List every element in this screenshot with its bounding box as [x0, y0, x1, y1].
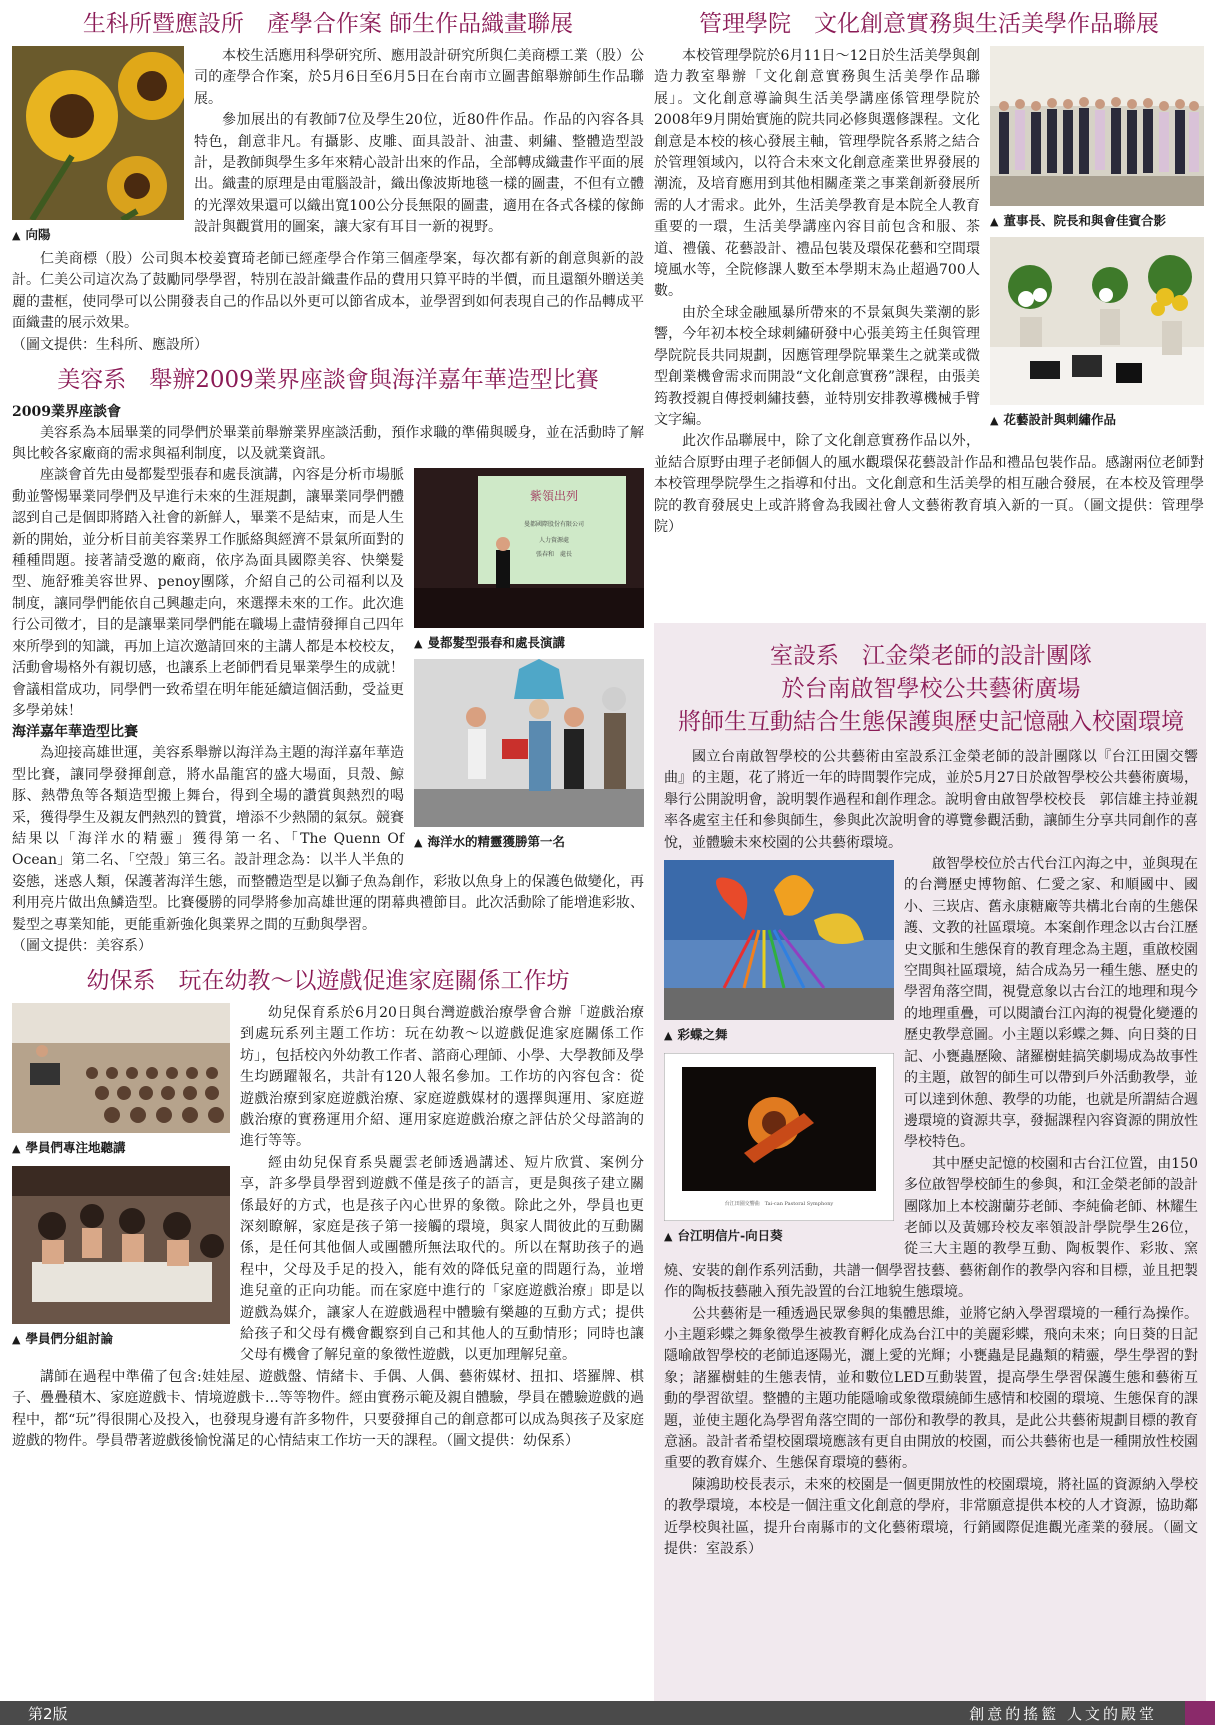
paragraph: 經由幼兒保育系吳麗雲老師透過講述、短片欣賞、案例分享，許多學員學習到遊戲不僅是孩子的語言，更是與孩子建立關係最好的方式，也是孩子內心世界的象徵。除此之外，學員也更深刻瞭解，家庭是孩子第一接觸的環境，與家人間彼此的互動關係，是任何其他個人或團體所無法取代的。所以在幫助孩子的過程中，父母及手足的投入，能有效的降低兒童的問題行為，並增進兒童的正向功能。而在家庭中進行的「家庭遊戲治療」即是以遊戲為媒介，讓家人在遊戲過程中體驗有樂趣的互動方式；提供給孩子和父母有機會觀察到自己和其他人的互動情形；同時也讓父母有機會了解兒童的象徵性遊戲，以更加理解兒童。: [240, 1154, 644, 1364]
subheading: 2009業界座談會: [12, 403, 121, 420]
caption-text: 曼都髮型張春和處長演講: [427, 635, 565, 651]
postcard-sunflower-image: [664, 1053, 894, 1221]
caption-text: 向陽: [25, 227, 51, 242]
left-column: [12, 0, 644, 1453]
article-title-line: 室設系 江金榮老師的設計團隊: [770, 643, 1092, 669]
caption-text: 學員們專注地聽講: [25, 1139, 126, 1155]
article-life-science: [12, 8, 644, 356]
paragraph: 座談會首先由曼都髮型張春和處長演講，內容是分析市場脈動並警惕畢業同學們及早進行未來的生涯規劃，讓畢業同學們體認到自己是個即將踏入社會的新鮮人，畢業不是結束，而是人生新的開始，並分析目前美容業界工作脈絡與經濟不景氣所面對的種種問題。接著請受邀的廠商，依序為面具國際美容、快樂髮型、施舒雅美容世界、penoy團隊，介紹自己的公司福利以及制度，讓同學們能依自己興趣走向，來選擇未來的工作。此次進行公司徵才，目的是讓畢業同學們能在職場上盡情發揮自己四年來所學到的知識，再加上這次邀請回來的主講人都是本校校友，活動會場格外有親切感，也讓系上老師們看見畢業學生的成就！會議相當成功，同學們一致希望在明年能延續這個活動，受益更多學弟妹！: [12, 467, 404, 719]
article-title-line: 於台南啟智學校公共藝術廣場: [781, 676, 1081, 702]
paragraph: 陳鴻助校長表示，未來的校園是一個更開放性的校園環境，將社區的資源納入學校的教學環境，本校是一個注重文化創意的學府，非常願意提供本校的人才資源，協助鄰近學校與社區，提升台南縣市的文化藝術環境，行銷國際促進觀光產業的發展。（圖文提供：室設系）: [664, 1476, 1198, 1558]
caption-text: 台江明信片-向日葵: [677, 1228, 783, 1244]
article-title-line: 將師生互動結合生態保護與歷史記憶融入校園環境: [678, 709, 1184, 735]
photo-management: [990, 46, 1204, 430]
right-column: [654, 0, 1204, 1558]
triangle-icon: ▲: [414, 637, 423, 651]
article-title: 美容系 舉辦2009業界座談會與海洋嘉年華造型比賽: [57, 366, 599, 393]
sunflower-painting-image: [12, 46, 184, 220]
triangle-icon: ▲: [664, 1029, 673, 1043]
caption-postcard: [664, 1227, 894, 1246]
caption-text: 學員們分組討論: [25, 1330, 113, 1346]
slide-line: 人力資源處: [538, 537, 570, 545]
caption-text: 花藝設計與刺繡作品: [1003, 412, 1116, 427]
caption-flower: [990, 411, 1204, 430]
paragraph: 為迎接高雄世運，美容系舉辦以海洋為主題的海洋嘉年華造型比賽，讓同學發揮創意，將水晶龍宮的盛大場面，貝殼、鯨豚、熱帶魚等各類造型搬上舞台，得到全場的讚賞與熱烈的喝采，獲得學生及親友們熱烈的贊賞，增添不少熱鬧的氣氛。競賽結果以「海洋水的精靈」獲得第一名、「The Quenn Of Ocean」第二名、「空殼」第三名。設計理念為：以半人半魚的姿態，迷惑人類，保護著海洋生態，而整體造型是以獅子魚為創作，彩妝以魚身上的保護色做變化，再利用亮片做出魚鱗造型。比賽優勝的同學將參加高雄世運的閉幕典禮節目。此次活動除了能增進彩妝、髮型之專業知能，更能重新強化與業界之間的互動與學習。: [12, 745, 644, 933]
caption-workshop: [12, 1139, 230, 1158]
workshop-discussion-image: [12, 1166, 230, 1324]
triangle-icon: ▲: [990, 215, 999, 228]
photo-workshop: [12, 1003, 230, 1349]
paragraph: 公共藝術是一種透過民眾參與的集體思維，並將它納入學習環境的一種行為操作。小主題彩蝶之舞象徵學生被教育孵化成為台江中的美麗彩蝶，飛向未來；向日葵的日記隱喻啟智學校的老師追逐陽光，灑上愛的光輝；小甕蟲是昆蟲類的精靈，學生學習的對象；諸羅樹蛙的生態表情，並和數位LED互動裝置，提高學生學習保護生態和藝術互動的學習欲望。整體的主題功能隱喻或象徵環繞師生感情和校園的環境、生態保育的課題，並使主題化為學習角落空間的一部份和教學的教具，是此公共藝術規劃目標的教育意涵。設計者希望校園環境應該有更自由開放的校園，而公共藝術也是一種開放性校園重要的教育媒介、生態保育環境的藝術。: [664, 1305, 1198, 1472]
triangle-icon: ▲: [990, 414, 999, 427]
group-photo-image: [990, 46, 1204, 206]
paragraph: 國立台南啟智學校的公共藝術由室設系江金榮老師的設計團隊以『台江田園交響曲』的主題，花了將近一年的時間製作完成，並於5月27日於啟智學校公共藝術廣場，舉行公開說明會，說明製作過程和創作理念。說明會由啟智學校校長 郭信雄主持並親率各處室主任和參與師生，參與此次說明會的導覽參觀活動，讓師生分享共同創作的喜悅，並體驗未來校園的公共藝術環境。: [664, 749, 1198, 851]
ocean-contest-image: [414, 659, 644, 827]
caption-text: 海洋水的精靈獲勝第一名: [427, 834, 565, 850]
triangle-icon: ▲: [414, 836, 423, 850]
butterfly-dance-image: [664, 860, 894, 1020]
flower-embroidery-image: [990, 237, 1204, 405]
paragraph: 其中歷史記憶的校園和古台江位置，由150多位啟智學校師生的參與，和江金榮老師的設計團隊加上本校謝蘭芬老師、李純倫老師、林耀生老師以及黃娜玲校友率領設計學院學生26位，從三大主題的教學互動、陶板製作、彩妝、窯燒、安裝的創作系列活動，共譜一個學習技藝、藝術創作的教學內容和目標，並且把製作的陶板技藝融入預先設置的台江地貌生態環境。: [664, 1155, 1198, 1301]
credit: （圖文提供：美容系）: [12, 937, 152, 954]
footer-accent-block: [1185, 1701, 1215, 1725]
paragraph: 仁美商標（股）公司與本校姜寶琦老師已經產學合作第三個產學案，每次都有新的創意與新的設計。仁美公司這次為了鼓勵同學學習，特別在設計織畫作品的費用只算平時的半價，而且還額外贈送美麗的畫框，使同學可以公開發表自己的作品以外更可以節省成本，並學習到如何表現自己的作品轉成平面織畫的展示效果。: [12, 251, 644, 332]
slide-line: 張春和 處長: [535, 551, 573, 559]
caption-group: [990, 212, 1204, 231]
photo-interior: [664, 860, 894, 1246]
caption-sunflower: [12, 226, 184, 245]
paragraph: 講師在過程中準備了包含:娃娃屋、遊戲盤、情緒卡、手偶、人偶、藝術媒材、扭扣、塔羅牌、棋子、疊疊積木、家庭遊戲卡、情境遊戲卡…等等物件。經由實務示範及親自體驗，學員在體驗遊戲的過程中，都“玩”得很開心及投入，也發現身邊有許多物件，只要發揮自己的創意都可以成為與孩子及家庭遊戲的物件。學員帶著遊戲後愉悅滿足的心情結束工作坊一天的課程。（圖文提供：幼保系）: [12, 1368, 644, 1450]
subheading: 海洋嘉年華造型比賽: [12, 724, 138, 741]
slide-line: 曼都國際股份有限公司: [523, 521, 585, 529]
article-title: 幼保系 玩在幼教～以遊戲促進家庭關係工作坊: [86, 967, 570, 994]
seminar-speaker-image: [414, 468, 644, 628]
paragraph: 美容系為本屆畢業的同學們於畢業前舉辦業界座談活動，預作求職的準備與暖身，並在活動時了解與比較各家廠商的需求與福利制度，以及就業資訊。: [12, 424, 644, 463]
paragraph: 啟智學校位於古代台江內海之中，並與現在的台灣歷史博物館、仁愛之家、和順國中、國小、三崁店、舊永康糖廠等共構北台南的生態保護、文教的社區環境。本案創作理念以古台江歷史文脈和生態保育的教育理念為主題，重啟校園空間與社區環境，結合成為另一種生態、歷史的學習角落空間，視覺意象以古台江的地理和現今的地理重疊，可以閱讀台江內海的視覺化變遷的歷史教學意圖。小主題以彩蝶之舞、向日葵的日記、小甕蟲歷險、諸羅樹蛙搞笑劇場成為故事性的主題，啟智的師生可以帶到戶外活動教學，並可以達到休憩、教學的功能，也就是所謂結合週邊環境的資源共享，發掘課程內容資源的開放性學校特色。: [904, 856, 1198, 1151]
footer-motto: 創意的搖籃 人文的殿堂: [969, 1705, 1157, 1723]
article-title: 生科所暨應設所 產學合作案 師生作品織畫聯展: [82, 11, 574, 37]
paragraph: 此次作品聯展中，除了文化創意實務作品以外，並結合原野由理子老師個人的風水觀環保花藝設計作品和禮品包裝作品。感謝兩位老師對本校管理學院學生之指導和付出。文化創意和生活美學的相互融合發展，在本校及管理學院的教育發展史上或許將會為我國社會人文藝術教育填入新的一頁。（圖文提供：管理學院）: [654, 433, 1204, 535]
postcard-text: 台江田園交響曲 Tai-can Pastoral Symphony: [724, 1201, 834, 1208]
triangle-icon: ▲: [12, 229, 21, 242]
caption-text: 彩蝶之舞: [677, 1027, 728, 1043]
caption-butterfly: [664, 1026, 894, 1045]
caption-text: 董事長、院長和與會佳賓合影: [1003, 213, 1166, 228]
article-beauty: [12, 364, 644, 957]
photo-seminar: [414, 468, 644, 852]
triangle-icon: ▲: [12, 1332, 21, 1346]
paragraph: 本校管理學院於6月11日～12日於生活美學與創造力教室舉辦「文化創意實務與生活美學作品聯展」。文化創意導論與生活美學講座係管理學院於2008年9月開始實施的院共同必修與選修課程。文化創意是本校的核心發展主軸，管理學院各系將之結合於管理領域內，以符合未來文化創意產業世界發展的潮流，及培育應用到其他相關產業之事業創新發展所需的人才需求。此外，生活美學教育是本院全人教育重要的一環，生活美學講座內容目前包含和服、茶道、禮儀、花藝設計、禮品包裝及環保花藝和空間環境風水等，全院修課人數至本學期末為止超過700人數。: [654, 48, 980, 300]
slide-title: 紫領出列: [529, 489, 579, 504]
page-number: 第2版: [28, 1705, 68, 1723]
article-management: [654, 8, 1204, 538]
triangle-icon: ▲: [12, 1141, 21, 1155]
triangle-icon: ▲: [664, 1230, 673, 1244]
paragraph: 本校生活應用科學研究所、應用設計研究所與仁美商標工業（股）公司的產學合作案，於5月6日至6月5日在台南市立圖書館舉辦師生作品聯展。: [194, 48, 644, 107]
caption-discussion: [12, 1330, 230, 1349]
caption-ocean: [414, 833, 644, 852]
page-footer: [0, 1701, 1215, 1725]
workshop-listening-image: [12, 1003, 230, 1133]
paragraph: 由於全球金融風暴所帶來的不景氣與失業潮的影響，今年初本校全球刺繡研發中心張美筠主任與管理學院院長共同規劃，因應管理學院畢業生之就業或微型創業機會需求而開設“文化創意實務”課程，由張美筠教授親自傳授刺繡技藝，並特別安排教導機械手臂文字編。: [654, 304, 980, 428]
paragraph: 參加展出的有教師7位及學生20位，近80件作品。作品的內容各具特色，創意非凡。有攝影、皮雕、面具設計、油畫、刺繡、整體造型設計，是教師與學生多年來精心設計出來的作品，全部轉成織畫作平面的展出。織畫的原理是由電腦設計，織出像波斯地毯一樣的圖畫，不但有立體的光澤效果還可以織出寬100公分長無限的圖畫，適用在各式各樣的傢飾設計與觀賞用的圖案，讓大家有耳目一新的視野。: [194, 112, 644, 236]
article-title: 管理學院 文化創意實務與生活美學作品聯展: [699, 11, 1159, 37]
caption-seminar: [414, 634, 644, 653]
paragraph: 幼兒保育系於6月20日與台灣遊戲治療學會合辦「遊戲治療到處玩系列主題工作坊：玩在幼教～以遊戲促進家庭關係工作坊」，包括校內外幼教工作者、諮商心理師、小學、大學教師及學生均踴躍報名，共計有120人報名參加。工作坊的內容包含：從遊戲治療到家庭遊戲治療、家庭遊戲媒材的選擇與運用、家庭遊戲治療的實務運用介紹、運用家庭遊戲治療之評估於父母諮詢的進行等等。: [240, 1004, 644, 1150]
credit: （圖文提供：生科所、應設所）: [12, 336, 208, 353]
article-early-childhood: [12, 965, 644, 1453]
photo-sunflower: [12, 46, 184, 245]
article-interior-design: [664, 640, 1198, 1560]
